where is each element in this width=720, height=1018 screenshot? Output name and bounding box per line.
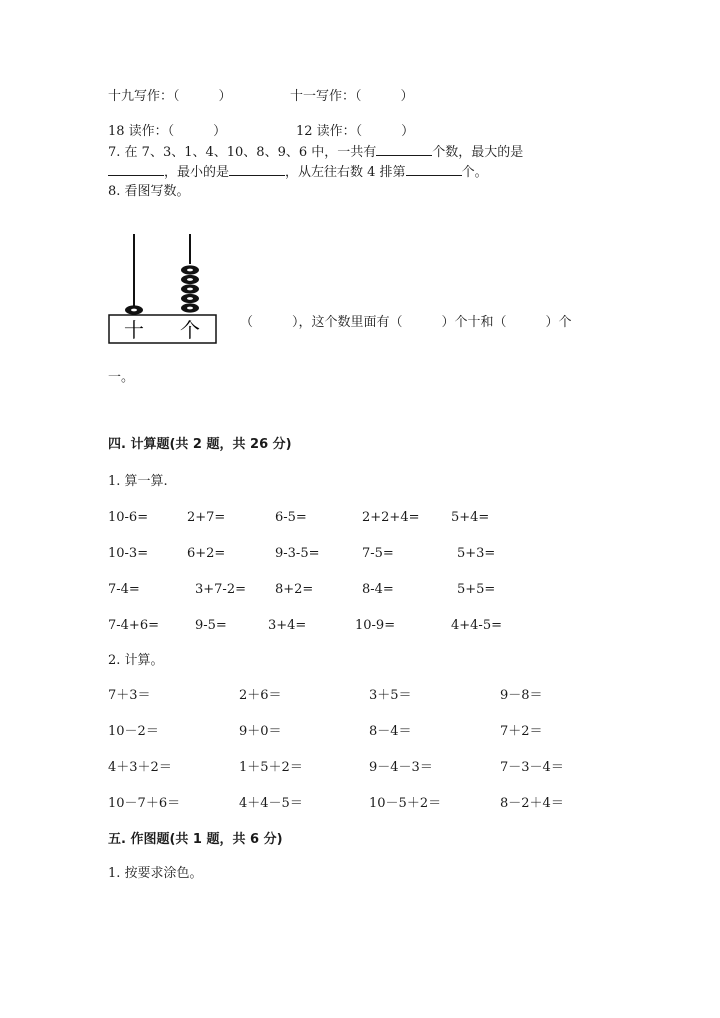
arith1-r3-c4: 8-4= [362, 582, 394, 597]
arith2-r1-c2: 2＋6＝ [239, 688, 282, 703]
q6-item-19: 十九写作：（ ） [108, 89, 232, 104]
arith1-r2-c1: 10-3= [108, 546, 149, 561]
arith1-r2-c3: 9-3-5= [275, 546, 320, 561]
section4-sub2: 2. 计算。 [108, 653, 164, 668]
arith1-r1-c2: 2+7= [187, 510, 226, 525]
q7-line-1 [108, 144, 523, 161]
arith2-r2-c3: 8－4＝ [369, 724, 412, 739]
abacus-bead-ones-2-hole [187, 297, 193, 300]
q7-text-c: ，最小的是 [164, 165, 230, 180]
arith2-r1-c3: 3＋5＝ [369, 688, 412, 703]
q6-item-11: 十一写作：（ ） [290, 89, 414, 104]
arith2-r3-c3: 9－4－3＝ [369, 760, 433, 775]
arith2-r4-c4: 8－2＋4＝ [500, 796, 564, 811]
q8-answer-tail: 一。 [108, 370, 135, 385]
arith2-r2-c4: 7＋2＝ [500, 724, 543, 739]
arith1-r4-c2: 9-5= [195, 618, 227, 633]
section4-heading: 四. 计算题(共 2 题，共 26 分) [108, 437, 292, 452]
abacus-bead-ones-5-hole [187, 269, 193, 272]
arith1-r4-c1: 7-4+6= [108, 618, 159, 633]
arith1-r2-c5: 5+3= [457, 546, 496, 561]
q8-title: 8. 看图写数。 [108, 184, 190, 199]
arith1-r1-c5: 5+4= [451, 510, 490, 525]
arith1-r3-c2: 3+7-2= [195, 582, 246, 597]
arith1-r2-c2: 6+2= [187, 546, 226, 561]
section4-sub1: 1. 算一算. [108, 474, 168, 489]
arith1-r3-c3: 8+2= [275, 582, 314, 597]
abacus-bead-ones-1-hole [187, 307, 193, 310]
abacus-figure [108, 234, 220, 346]
q7-text-a: 7. 在 7、3、1、4、10、8、9、6 中，一共有 [108, 145, 377, 160]
arith2-r3-c4: 7－3－4＝ [500, 760, 564, 775]
abacus-label-tens: 十 [124, 318, 144, 342]
q8-answer-line: （ ），这个数里面有（ ）个十和（ ）个 [240, 315, 572, 330]
abacus-bead-ones-3-hole [187, 288, 193, 291]
arith1-r1-c3: 6-5= [275, 510, 307, 525]
q6-item-12: 12 读作：（ ） [296, 124, 415, 139]
arith1-r4-c5: 4+4-5= [451, 618, 502, 633]
section5-sub1: 1. 按要求涂色。 [108, 866, 203, 881]
q7-text-b: 个数，最大的是 [432, 145, 524, 160]
arith2-r1-c4: 9－8＝ [500, 688, 543, 703]
arith1-r3-c1: 7-4= [108, 582, 140, 597]
arith1-r4-c3: 3+4= [268, 618, 307, 633]
arith2-r2-c1: 10－2＝ [108, 724, 159, 739]
arith2-r4-c2: 4＋4－5＝ [239, 796, 303, 811]
arith2-r2-c2: 9＋0＝ [239, 724, 282, 739]
q7-blank-count[interactable] [376, 144, 432, 156]
arith1-r1-c4: 2+2+4= [362, 510, 420, 525]
q7-blank-position[interactable] [406, 164, 462, 176]
q7-blank-max[interactable] [108, 164, 164, 176]
q7-text-e: 个。 [461, 165, 488, 180]
q7-blank-min[interactable] [229, 164, 285, 176]
arith2-r3-c2: 1＋5＋2＝ [239, 760, 303, 775]
arith1-r1-c1: 10-6= [108, 510, 149, 525]
abacus-bead-tens-1-hole [131, 309, 137, 312]
q7-text-d: ，从左往右数 4 排第 [285, 165, 406, 180]
arith1-r4-c4: 10-9= [355, 618, 396, 633]
q6-item-18: 18 读作：（ ） [108, 124, 227, 139]
abacus-label-ones: 个 [180, 318, 200, 342]
arith2-r3-c1: 4＋3＋2＝ [108, 760, 172, 775]
arith2-r4-c3: 10－5＋2＝ [369, 796, 442, 811]
q7-line-2 [108, 164, 488, 181]
arith1-r3-c5: 5+5= [457, 582, 496, 597]
arith1-r2-c4: 7-5= [362, 546, 394, 561]
arith2-r4-c1: 10－7＋6＝ [108, 796, 181, 811]
abacus-bead-ones-4-hole [187, 278, 193, 281]
section5-heading: 五. 作图题(共 1 题，共 6 分) [108, 832, 283, 847]
arith2-r1-c1: 7＋3＝ [108, 688, 151, 703]
